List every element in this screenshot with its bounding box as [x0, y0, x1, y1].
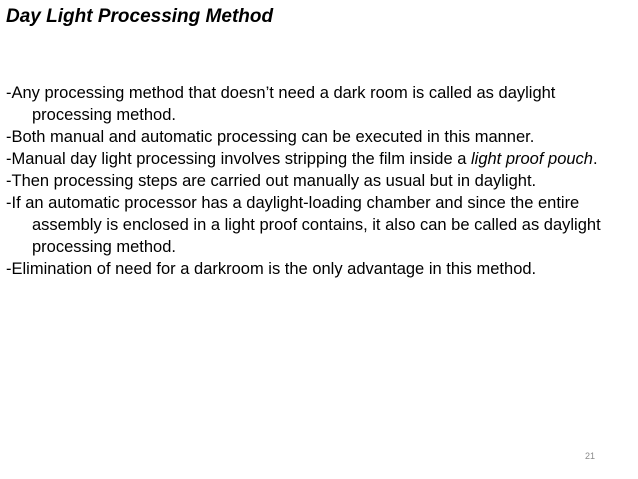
bullet-text: -Any processing method that doesn’t need a dark room is called as daylight processing method. [6, 84, 556, 124]
bullet-text: -Manual day light processing involves stripping the film inside a [6, 150, 471, 168]
bullet-text: -If an automatic processor has a daylight-loading chamber and since the entire assembly is enclosed in a light proof contains, it also can be called as daylight processing method. [6, 194, 601, 256]
bullet-text-end: . [593, 150, 598, 168]
bullet-item [6, 126, 632, 148]
bullet-text: -Both manual and automatic processing can be executed in this manner. [6, 128, 535, 146]
bullet-item [6, 82, 632, 126]
bullet-item [6, 148, 632, 170]
bullet-text: -Elimination of need for a darkroom is the only advantage in this method. [6, 260, 537, 278]
bullet-item [6, 258, 632, 280]
slide-title: Day Light Processing Method [6, 6, 274, 27]
page-number: 21 [585, 451, 596, 461]
bullet-list [6, 82, 632, 280]
bullet-item [6, 192, 632, 258]
bullet-emphasis: light proof pouch [470, 150, 593, 168]
bullet-item [6, 170, 632, 192]
bullet-text: -Then processing steps are carried out manually as usual but in daylight. [6, 172, 537, 190]
